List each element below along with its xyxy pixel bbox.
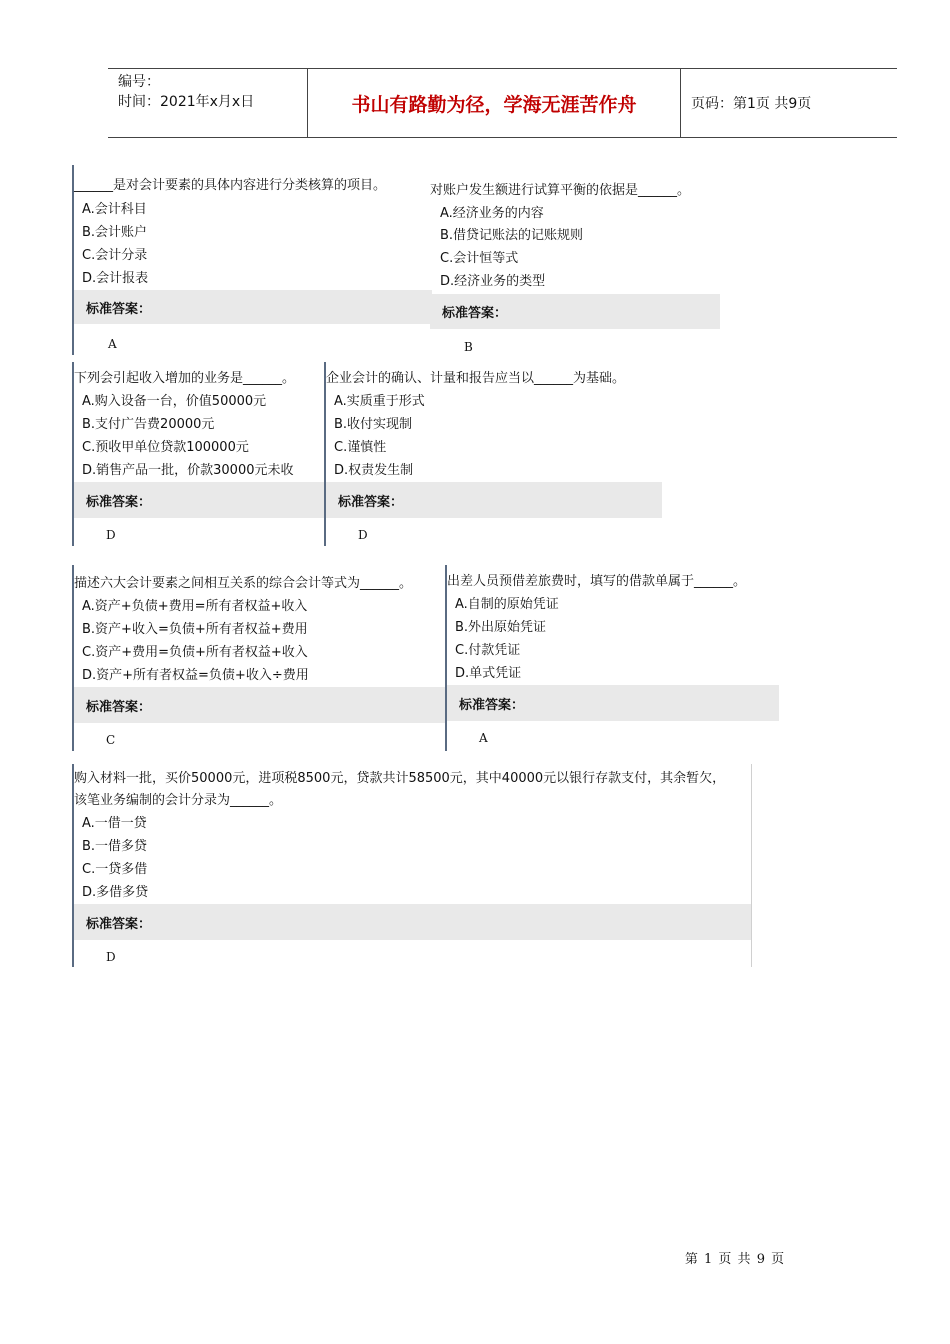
option-b: B.支付广告费20000元 <box>82 417 215 432</box>
answer-value: D <box>106 950 116 964</box>
option-a: A.购入设备一台，价值50000元 <box>82 394 267 409</box>
header-page-label: 页码：第1页 共9页 <box>691 96 812 112</box>
option-c: C.会计恒等式 <box>440 251 519 266</box>
option-c: C.会计分录 <box>82 248 148 263</box>
option-b: B.一借多贷 <box>82 839 148 854</box>
question-border-right <box>751 764 752 967</box>
option-b: B.借贷记账法的记账规则 <box>440 228 584 243</box>
option-a: A.会计科目 <box>82 202 147 217</box>
option-d: D.销售产品一批，价款30000元未收 <box>82 463 294 478</box>
option-d: D.单式凭证 <box>455 666 522 681</box>
option-c: C.资产+费用=负债+所有者权益+收入 <box>82 645 308 660</box>
question-block <box>430 170 720 360</box>
option-d: D.会计报表 <box>82 271 149 286</box>
answer-label: 标准答案： <box>430 294 720 329</box>
question-divider <box>445 565 447 751</box>
question-stem: 描述六大会计要素之间相互关系的综合会计等式为______。 <box>74 576 413 591</box>
answer-value: D <box>106 528 116 542</box>
question-block <box>72 565 446 751</box>
option-c: C.谨慎性 <box>334 440 387 455</box>
question-stem: 企业会计的确认、计量和报告应当以______为基础。 <box>326 371 626 386</box>
question-stem: 下列会引起收入增加的业务是______。 <box>74 371 296 386</box>
question-block <box>445 565 779 751</box>
option-b: B.外出原始凭证 <box>455 620 547 635</box>
page-header <box>108 68 897 138</box>
option-a: A.一借一贷 <box>82 816 147 831</box>
option-b: B.会计账户 <box>82 225 148 240</box>
answer-value: C <box>106 733 116 747</box>
option-d: D.权责发生制 <box>334 463 414 478</box>
option-b: B.资产+收入=负债+所有者权益+费用 <box>82 622 308 637</box>
answer-value: A <box>479 731 488 745</box>
question-block <box>72 165 432 355</box>
option-b: B.收付实现制 <box>334 417 413 432</box>
option-a: A.实质重于形式 <box>334 394 425 409</box>
header-meta <box>108 69 308 137</box>
page-footer: 第 1 页 共 9 页 <box>684 1252 786 1267</box>
option-d: D.资产+所有者权益=负债+收入÷费用 <box>82 668 309 683</box>
answer-value: A <box>108 337 117 351</box>
question-block <box>72 764 752 967</box>
answer-label: 标准答案： <box>74 290 432 324</box>
time-label: 时间：2021年x月x日 <box>118 94 255 110</box>
question-stem: 出差人员预借差旅费时，填写的借款单属于______。 <box>447 574 747 589</box>
answer-label: 标准答案： <box>74 904 751 940</box>
question-stem: ______是对会计要素的具体内容进行分类核算的项目。 <box>74 178 387 193</box>
question-divider <box>72 362 74 546</box>
answer-value: D <box>358 528 368 542</box>
header-motto: 书山有路勤为径，学海无涯苦作舟 <box>308 69 681 137</box>
question-stem: 对账户发生额进行试算平衡的依据是______。 <box>430 183 691 198</box>
number-label: 编号： <box>118 74 160 90</box>
option-a: A.自制的原始凭证 <box>455 597 559 612</box>
question-block <box>324 362 662 546</box>
question-block <box>72 362 324 546</box>
option-d: D.经济业务的类型 <box>440 274 546 289</box>
answer-value: B <box>464 340 473 354</box>
option-d: D.多借多贷 <box>82 885 149 900</box>
answer-label: 标准答案： <box>326 482 662 518</box>
option-c: C.一贷多借 <box>82 862 148 877</box>
answer-label: 标准答案： <box>447 685 779 721</box>
option-c: C.付款凭证 <box>455 643 521 658</box>
option-c: C.预收甲单位贷款100000元 <box>82 440 249 455</box>
question-stem: 购入材料一批，买价50000元，进项税8500元，贷款共计58500元，其中40000元以银行存款支付，其余暂欠，该笔业务编制的会计分录为______。 <box>74 771 726 808</box>
option-a: A.资产+负债+费用=所有者权益+收入 <box>82 599 308 614</box>
question-divider <box>324 362 326 546</box>
option-a: A.经济业务的内容 <box>440 206 544 221</box>
answer-label: 标准答案： <box>74 687 446 723</box>
answer-label: 标准答案： <box>74 482 324 518</box>
